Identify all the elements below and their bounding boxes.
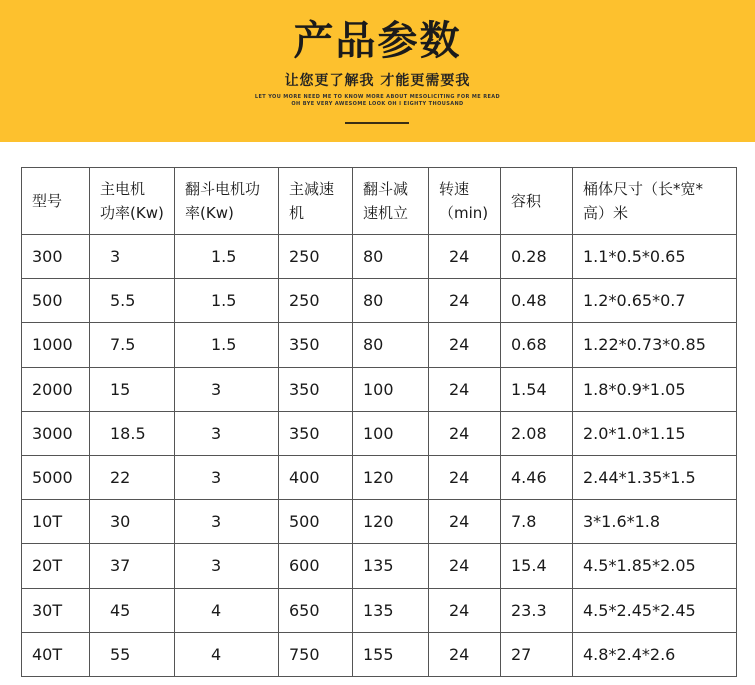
cell-main-motor-power: 55 [90, 632, 175, 676]
cell-tipping-motor-power: 3 [175, 455, 279, 499]
cell-drum-size: 1.2*0.65*0.7 [573, 279, 737, 323]
cell-tipping-motor-power: 1.5 [175, 235, 279, 279]
cell-main-motor-power: 18.5 [90, 411, 175, 455]
cell-speed: 24 [429, 323, 501, 367]
table-row [22, 544, 737, 588]
cell-tipping-reducer: 155 [353, 632, 429, 676]
cell-model: 3000 [22, 411, 90, 455]
cell-drum-size: 4.5*2.45*2.45 [573, 588, 737, 632]
cell-tipping-reducer: 80 [353, 323, 429, 367]
cell-volume: 2.08 [501, 411, 573, 455]
cell-volume: 15.4 [501, 544, 573, 588]
cell-speed: 24 [429, 632, 501, 676]
cell-drum-size: 4.8*2.4*2.6 [573, 632, 737, 676]
table-row [22, 632, 737, 676]
table-row [22, 323, 737, 367]
cell-tipping-reducer: 120 [353, 455, 429, 499]
cell-tipping-motor-power: 3 [175, 500, 279, 544]
cell-drum-size: 1.22*0.73*0.85 [573, 323, 737, 367]
cell-drum-size: 4.5*1.85*2.05 [573, 544, 737, 588]
cell-main-reducer: 500 [279, 500, 353, 544]
cell-speed: 24 [429, 235, 501, 279]
table-row [22, 500, 737, 544]
column-header-drum-size: 桶体尺寸（长*宽* 高）米 [573, 168, 737, 235]
table-row [22, 235, 737, 279]
cell-main-reducer: 350 [279, 323, 353, 367]
english-tagline-line-1: LET YOU MORE NEED ME TO KNOW MORE ABOUT MESOLICITING FOR ME READ [254, 94, 501, 100]
cell-tipping-reducer: 80 [353, 235, 429, 279]
column-header-tipping-reducer: 翻斗减 速机立 [353, 168, 429, 235]
cell-main-reducer: 350 [279, 367, 353, 411]
table-row [22, 455, 737, 499]
cell-tipping-motor-power: 3 [175, 411, 279, 455]
column-header-speed: 转速 （min) [429, 168, 501, 235]
cell-main-reducer: 650 [279, 588, 353, 632]
cell-drum-size: 3*1.6*1.8 [573, 500, 737, 544]
column-header-model: 型号 [22, 168, 90, 235]
cell-drum-size: 2.44*1.35*1.5 [573, 455, 737, 499]
cell-model: 5000 [22, 455, 90, 499]
title-underline [345, 122, 409, 124]
cell-model: 30T [22, 588, 90, 632]
cell-speed: 24 [429, 411, 501, 455]
cell-speed: 24 [429, 500, 501, 544]
cell-main-reducer: 250 [279, 279, 353, 323]
cell-speed: 24 [429, 544, 501, 588]
table-body [22, 235, 737, 677]
page-title: 产品参数 [293, 18, 462, 64]
cell-main-motor-power: 5.5 [90, 279, 175, 323]
cell-main-reducer: 350 [279, 411, 353, 455]
cell-main-motor-power: 7.5 [90, 323, 175, 367]
cell-tipping-reducer: 120 [353, 500, 429, 544]
column-header-volume: 容积 [501, 168, 573, 235]
cell-tipping-reducer: 100 [353, 367, 429, 411]
english-tagline-line-2: OH BYE VERY AWESOME LOOK OH I EIGHTY THOUSAND [291, 101, 464, 107]
cell-tipping-motor-power: 4 [175, 588, 279, 632]
cell-speed: 24 [429, 588, 501, 632]
cell-drum-size: 2.0*1.0*1.15 [573, 411, 737, 455]
cell-tipping-motor-power: 1.5 [175, 279, 279, 323]
cell-model: 1000 [22, 323, 90, 367]
cell-tipping-reducer: 80 [353, 279, 429, 323]
table-row [22, 411, 737, 455]
cell-main-motor-power: 22 [90, 455, 175, 499]
cell-volume: 23.3 [501, 588, 573, 632]
cell-main-reducer: 400 [279, 455, 353, 499]
cell-volume: 0.28 [501, 235, 573, 279]
cell-speed: 24 [429, 279, 501, 323]
cell-speed: 24 [429, 367, 501, 411]
cell-volume: 27 [501, 632, 573, 676]
cell-volume: 0.48 [501, 279, 573, 323]
cell-tipping-motor-power: 3 [175, 367, 279, 411]
cell-model: 10T [22, 500, 90, 544]
cell-volume: 0.68 [501, 323, 573, 367]
cell-main-motor-power: 3 [90, 235, 175, 279]
cell-model: 500 [22, 279, 90, 323]
cell-volume: 7.8 [501, 500, 573, 544]
cell-tipping-reducer: 135 [353, 588, 429, 632]
header-banner [0, 0, 755, 142]
cell-tipping-reducer: 135 [353, 544, 429, 588]
cell-tipping-motor-power: 1.5 [175, 323, 279, 367]
cell-main-reducer: 250 [279, 235, 353, 279]
column-header-tipping-motor-power: 翻斗电机功 率(Kw) [175, 168, 279, 235]
cell-main-motor-power: 15 [90, 367, 175, 411]
cell-drum-size: 1.8*0.9*1.05 [573, 367, 737, 411]
table-row [22, 588, 737, 632]
cell-speed: 24 [429, 455, 501, 499]
cell-main-motor-power: 45 [90, 588, 175, 632]
cell-main-reducer: 750 [279, 632, 353, 676]
cell-tipping-motor-power: 4 [175, 632, 279, 676]
cell-volume: 4.46 [501, 455, 573, 499]
cell-main-motor-power: 37 [90, 544, 175, 588]
cell-model: 20T [22, 544, 90, 588]
parameter-table [21, 167, 737, 677]
cell-main-reducer: 600 [279, 544, 353, 588]
cell-drum-size: 1.1*0.5*0.65 [573, 235, 737, 279]
cell-model: 2000 [22, 367, 90, 411]
cell-tipping-motor-power: 3 [175, 544, 279, 588]
column-header-main-reducer: 主减速 机 [279, 168, 353, 235]
cell-main-motor-power: 30 [90, 500, 175, 544]
page-subtitle: 让您更了解我 才能更需要我 [284, 73, 471, 89]
cell-volume: 1.54 [501, 367, 573, 411]
cell-model: 300 [22, 235, 90, 279]
cell-tipping-reducer: 100 [353, 411, 429, 455]
table-header-row [22, 168, 737, 235]
cell-model: 40T [22, 632, 90, 676]
column-header-main-motor-power: 主电机 功率(Kw) [90, 168, 175, 235]
table-row [22, 279, 737, 323]
table-row [22, 367, 737, 411]
english-tagline [0, 94, 755, 108]
